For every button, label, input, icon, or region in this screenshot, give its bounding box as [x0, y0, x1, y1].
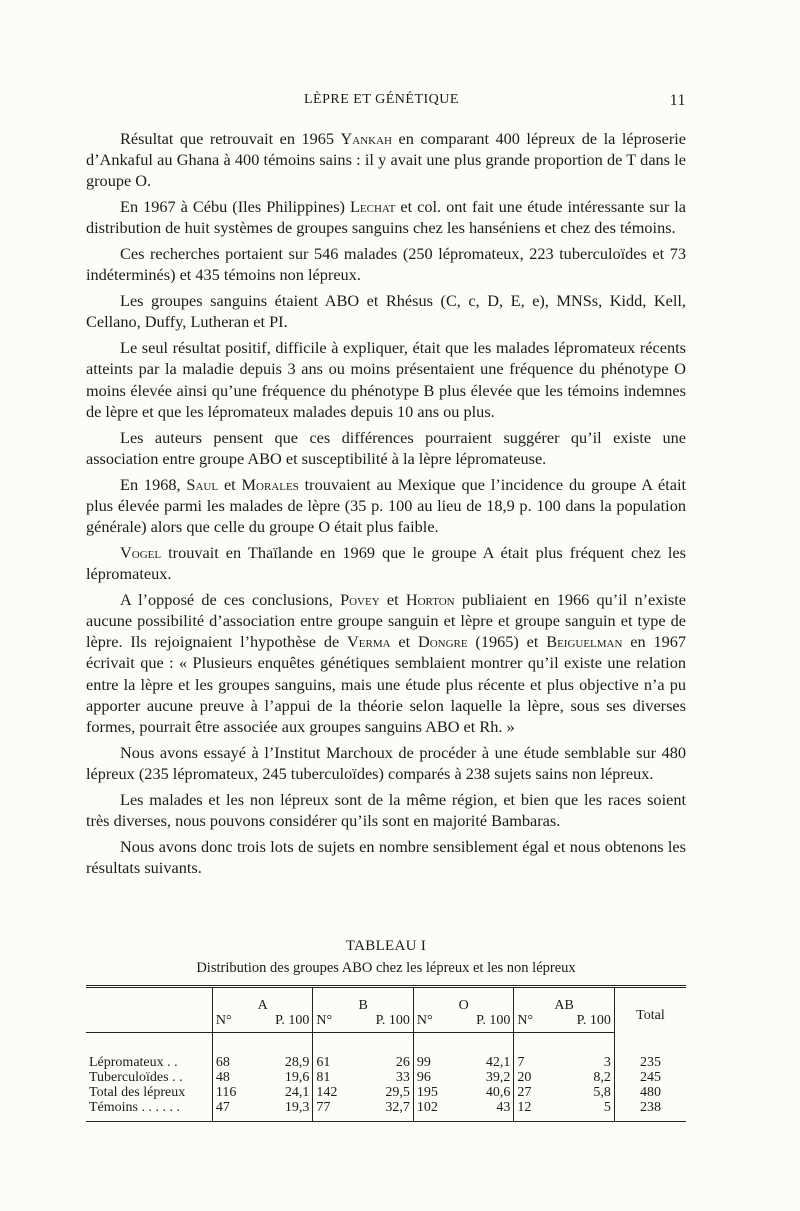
paragraph-text: trouvaient au Mexique que l’incidence du groupe A était plus élevée parmi les malades de lèpre (35 p. 100 au lieu de 18,9 p. 100 dans la population générale) alors que celle du groupe O était plus faible. — [86, 474, 687, 537]
table-row — [86, 1085, 686, 1100]
cell-total: 238 — [614, 1100, 686, 1122]
paragraph — [86, 542, 686, 584]
cell-count: 47 — [212, 1100, 257, 1122]
paragraph-text: trouvait en Thaïlande en 1969 que le groupe A était plus fréquent chez les lépromateux. — [86, 542, 686, 584]
paragraph-text: Nous avons donc trois lots de sujets en nombre sensiblement égal et nous obtenons les résultats suivants. — [86, 836, 686, 878]
paragraph-text: Les auteurs pensent que ces différences pourraient suggérer qu’il existe une association entre groupe ABO et susceptibilité à la lèpre lépromateuse. — [86, 427, 686, 468]
row-label: Lépromateux . . — [86, 1033, 212, 1071]
author-name: Horton — [405, 589, 455, 609]
header-n: N° — [212, 1013, 257, 1033]
paragraph-text: Les groupes sanguins étaient ABO et Rhésus (C, c, D, E, e), MNSs, Kidd, Kell, Cellano, Duffy, Lutheran et PI. — [86, 291, 686, 332]
cell-total: 235 — [639, 1054, 661, 1070]
cell-count: 20 — [517, 1070, 532, 1085]
paragraph-text: publiaient en 1966 qu’il n’existe aucune possibilité d’association entre groupe sanguin et lèpre et groupe sanguin et type de lèpre. Ils rejoignaient l’hypothèse de — [86, 589, 686, 652]
cell-percent: 43 — [459, 1100, 514, 1122]
cell-count: 48 — [215, 1070, 230, 1085]
header-group-ab: AB — [514, 987, 615, 1014]
cell-percent: 5,8 — [559, 1085, 614, 1100]
table-title: TABLEAU I — [345, 938, 427, 954]
cell-percent: 8,2 — [559, 1070, 614, 1085]
paragraph-text: en 1967 écrivait que : « Plusieurs enquêtes génétiques semblaient montrer qu’il existe une relation entre la lèpre et les groupes sanguins, mais une étude plus récente et plus objective n’a pu apporter aucune preuve à l’appui de la théorie selon laquelle la lèpre, sous ses diverses formes, pourrait être associée aux groupes sanguins ABO et Rh. » — [86, 632, 687, 737]
cell-count: 81 — [316, 1070, 331, 1085]
cell-percent: 29,5 — [358, 1085, 413, 1100]
author-name: Saul — [186, 474, 219, 494]
paragraph — [86, 243, 686, 285]
cell-percent: 32,7 — [358, 1100, 413, 1122]
cell-count: 12 — [514, 1100, 559, 1122]
paragraph — [86, 427, 686, 469]
paragraph — [86, 290, 686, 332]
header-p100: P. 100 — [459, 1013, 514, 1033]
paragraph-text: En 1968, — [120, 474, 187, 494]
paragraph — [86, 589, 686, 737]
cell-count: 116 — [215, 1085, 237, 1100]
cell-percent: 19,3 — [258, 1100, 313, 1122]
cell-count: 7 — [517, 1055, 525, 1070]
table-body — [86, 1033, 686, 1122]
table-row — [86, 1100, 686, 1122]
paragraph — [86, 789, 686, 831]
author-name: Verma — [347, 632, 391, 652]
header-p100: P. 100 — [358, 1013, 413, 1033]
paragraph-text: Résultat que retrouvait en 1965 — [120, 129, 341, 148]
row-label: Total des lépreux — [86, 1085, 212, 1100]
cell-count: 68 — [215, 1055, 230, 1070]
author-name: Povey — [340, 589, 380, 609]
paragraph-text: en comparant 400 lépreux de la léproserie d’Ankaful au Ghana à 400 témoins sains : il y avait une plus grande proportion de T dans le groupe O. — [86, 129, 687, 191]
row-label: Témoins . . . . . . — [86, 1100, 212, 1122]
paragraph — [86, 836, 686, 878]
paragraph-text: et — [218, 474, 242, 494]
header-empty — [86, 987, 212, 1014]
cell-count: 142 — [316, 1085, 338, 1100]
paragraph — [86, 196, 686, 238]
author-name: Dongre — [417, 632, 468, 652]
cell-count: 102 — [413, 1100, 458, 1122]
header-group-a: A — [212, 987, 313, 1014]
paragraph-text: (1965) et — [467, 632, 547, 652]
table-caption: Distribution des groupes ABO chez les lépreux et les non lépreux — [196, 960, 576, 976]
header-p100: P. 100 — [258, 1013, 313, 1033]
cell-count: 27 — [517, 1085, 532, 1100]
table-header-sub — [86, 1013, 686, 1033]
paragraph-text: et col. ont fait une étude intéressante sur la distribution de huit systèmes de groupes sanguins chez les hanséniens et chez des témoins. — [86, 197, 687, 238]
cell-percent: 3 — [559, 1033, 614, 1071]
paragraph — [86, 474, 686, 538]
paragraph — [86, 742, 686, 784]
cell-percent: 26 — [358, 1033, 413, 1071]
cell-percent: 24,1 — [258, 1085, 313, 1100]
paragraph-text: En 1967 à Cébu (Iles Philippines) — [120, 197, 350, 217]
paragraph-text: et — [390, 632, 418, 652]
cell-count: 96 — [416, 1070, 431, 1085]
cell-percent: 40,6 — [459, 1085, 514, 1100]
running-title: LÈPRE ET GÉNÉTIQUE — [304, 92, 459, 107]
paragraph-text: Le seul résultat positif, difficile à expliquer, était que les malades lépromateux récents atteints par la maladie depuis 3 ans ou moins présentaient une fréquence du phénotype O moins élevée ainsi qu’une fréquence du phénotype B plus élevée que les témoins indemnes de lèpre et que les lépromateux malades depuis 10 ans ou plus. — [86, 338, 686, 421]
cell-percent: 33 — [358, 1070, 413, 1085]
cell-percent: 5 — [559, 1100, 614, 1122]
cell-total: 480 — [639, 1085, 661, 1100]
cell-count: 77 — [313, 1100, 358, 1122]
paragraph-text: Nous avons essayé à l’Institut Marchoux de procéder à une étude semblable sur 480 lépreux (235 lépromateux, 245 tuberculoïdes) comparés à 238 sujets sains non lépreux. — [86, 742, 686, 784]
table-row — [86, 1070, 686, 1085]
paragraph-text: Ces recherches portaient sur 546 malades (250 lépromateux, 223 tuberculoïdes et 73 indéterminés) et 435 témoins non lépreux. — [86, 244, 686, 285]
cell-percent: 28,9 — [258, 1033, 313, 1071]
cell-percent: 42,1 — [459, 1033, 514, 1071]
paragraph-text: Les malades et les non lépreux sont de la même région, et bien que les races soient très diverses, nous pouvons considérer qu’ils sont en majorité Bambaras. — [86, 789, 686, 831]
data-table — [86, 985, 686, 1122]
cell-percent: 19,6 — [258, 1070, 313, 1085]
header-group-b: B — [313, 987, 414, 1014]
author-name: Morales — [241, 474, 299, 494]
page-number: 11 — [669, 92, 686, 109]
cell-percent: 39,2 — [459, 1070, 514, 1085]
header-group-o: O — [413, 987, 514, 1014]
header-n: N° — [413, 1013, 458, 1033]
header-p100: P. 100 — [559, 1013, 614, 1033]
author-name: Vogel — [120, 542, 162, 562]
author-name: Beiguelman — [546, 632, 623, 652]
paragraph — [86, 128, 686, 192]
author-name: Lechat — [349, 197, 396, 217]
cell-count: 61 — [316, 1055, 331, 1070]
row-label: Tuberculoïdes . . — [86, 1070, 212, 1085]
body-text — [86, 128, 686, 883]
paragraph-text: A l’opposé de ces conclusions, — [120, 589, 341, 609]
header-empty — [86, 1013, 212, 1033]
paragraph — [86, 337, 686, 422]
header-n: N° — [514, 1013, 559, 1033]
table-row — [86, 1033, 686, 1071]
header-n: N° — [313, 1013, 358, 1033]
cell-total: 245 — [639, 1070, 661, 1085]
header-total: Total — [614, 987, 686, 1033]
cell-count: 195 — [416, 1085, 438, 1100]
cell-count: 99 — [416, 1055, 431, 1070]
table-header-groups — [86, 987, 686, 1014]
paragraph-text: et — [379, 589, 406, 609]
author-name: Yankah — [340, 129, 392, 148]
